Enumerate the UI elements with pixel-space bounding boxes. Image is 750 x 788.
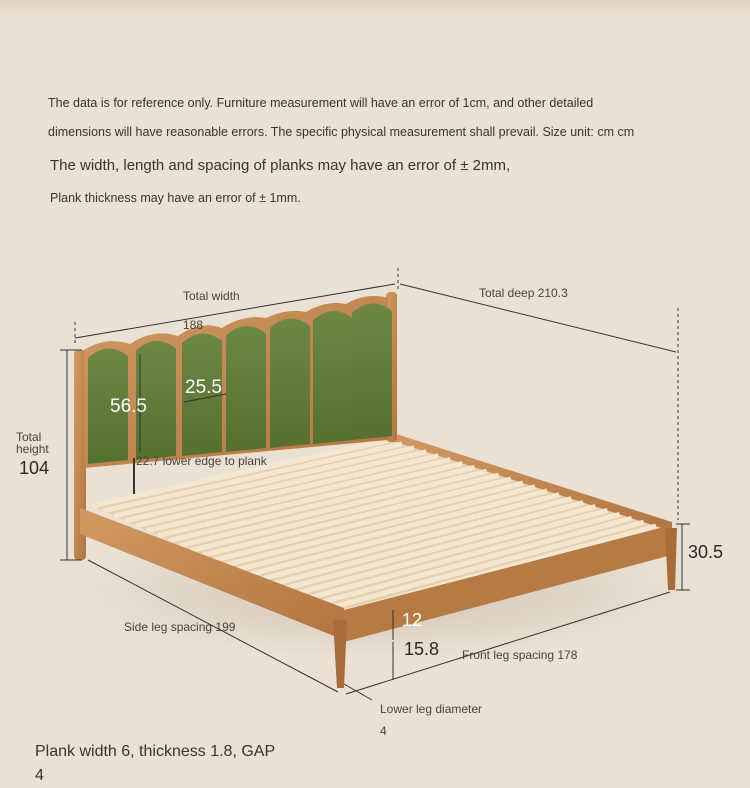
headboard-panel bbox=[270, 318, 310, 448]
headboard-panel bbox=[352, 303, 392, 440]
footer-line-2: 4 bbox=[35, 767, 44, 784]
panel-width-value: 25.5 bbox=[185, 377, 222, 398]
front-leg-spacing-label: Front leg spacing 178 bbox=[462, 648, 578, 662]
total-deep-label: Total deep 210.3 bbox=[479, 286, 568, 300]
headboard-height-value: 56.5 bbox=[110, 396, 147, 417]
front-leg-left bbox=[333, 620, 347, 688]
rail-floor-value: 15.8 bbox=[404, 639, 440, 659]
note-line-2: dimensions will have reasonable errors. The specific physical measurement shall prevail. Size unit: cm cm bbox=[48, 125, 635, 139]
leg-height-value: 30.5 bbox=[688, 542, 724, 562]
rail-height-value: 12 bbox=[402, 610, 423, 630]
footer-line-1: Plank width 6, thickness 1.8, GAP bbox=[35, 743, 276, 760]
note-line-3: The width, length and spacing of planks may have an error of ± 2mm, bbox=[50, 157, 511, 174]
total-width-value: 188 bbox=[183, 318, 204, 332]
side-leg-spacing-label: Side leg spacing 199 bbox=[124, 620, 236, 634]
note-line-4: Plank thickness may have an error of ± 1mm. bbox=[50, 191, 301, 205]
total-height-label-2: height bbox=[16, 442, 49, 456]
leg-diameter-label: Lower leg diameter bbox=[380, 702, 483, 716]
lower-edge-label: 22.7 lower edge to plank bbox=[136, 454, 267, 468]
note-line-1: The data is for reference only. Furniture measurement will have an error of 1cm, and other detailed bbox=[48, 96, 594, 110]
footer-note bbox=[35, 740, 275, 788]
total-width-label: Total width bbox=[183, 289, 240, 303]
total-height-label-1: Total bbox=[16, 430, 42, 444]
headboard-panel bbox=[226, 326, 266, 452]
headboard-panel bbox=[313, 311, 353, 444]
total-height-value: 104 bbox=[19, 458, 50, 478]
leg-diameter-value: 4 bbox=[380, 724, 387, 738]
